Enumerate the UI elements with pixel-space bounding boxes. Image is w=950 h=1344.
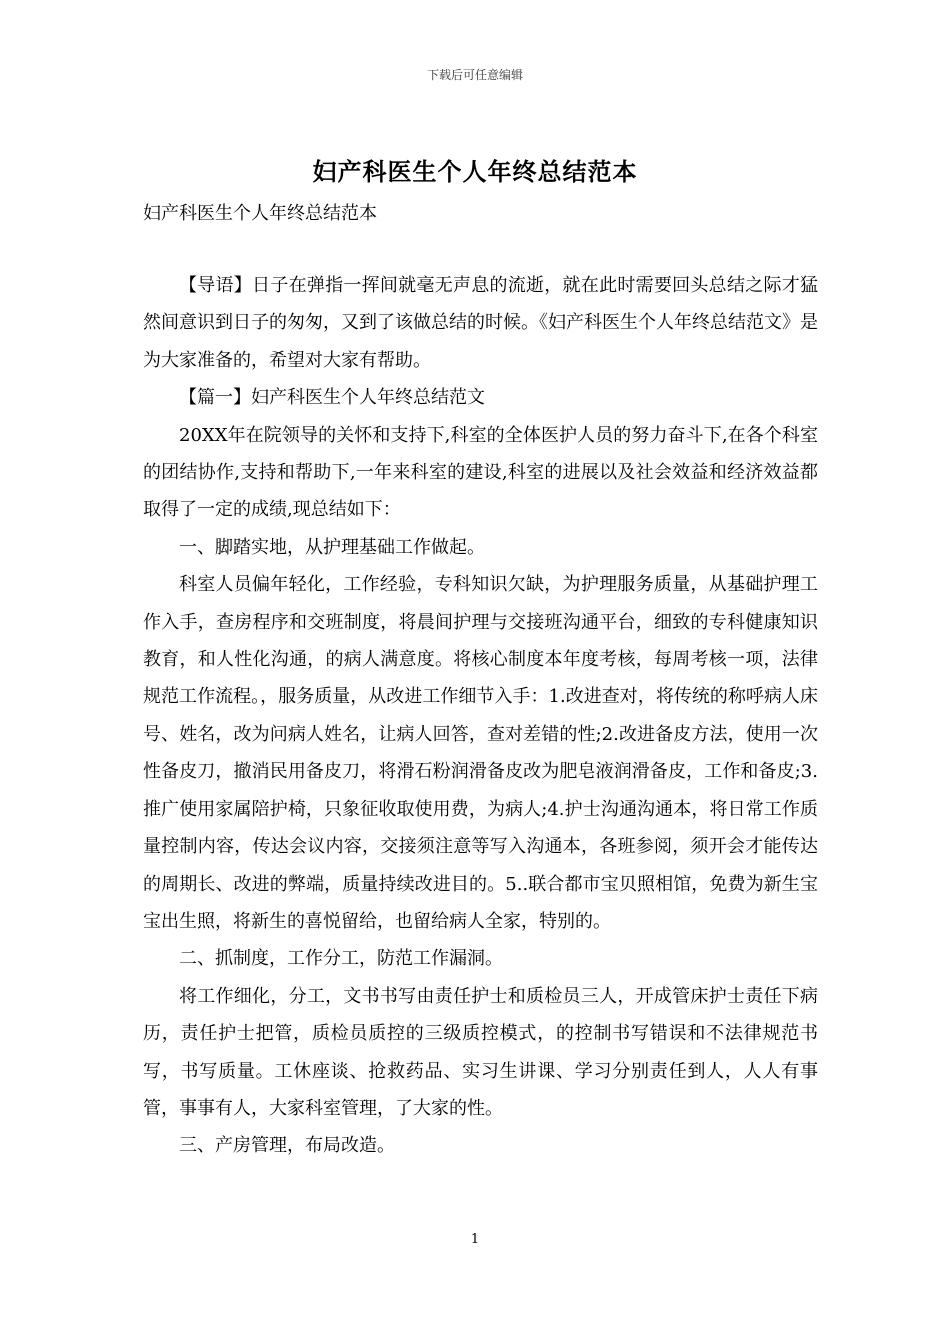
document-subtitle: 妇产科医生个人年终总结范本 [143,203,377,224]
paragraph-content-1: 科室人员偏年轻化，工作经验，专科知识欠缺，为护理服务质量，从基础护理工作入手，查房程序和交班制度，将晨间护理与交接班沟通平台，细致的专科健康知识教育，和人性化沟通，的病人满意度。将核心制度本年度考核，每周考核一项，法律规范工作流程。，服务质量，从改进工作细节入手：1.改进查对，将传统的称呼病人床号、姓名，改为问病人姓名，让病人回答，查对差错的性;2.改进备皮方法，使用一次性备皮刀，撤消民用备皮刀，将滑石粉润滑备皮改为肥皂液润滑备皮，工作和备皮;3.推广使用家属陪护椅，只象征收取使用费，为病人;4.护士沟通沟通本，将日常工作质量控制内容，传达会议内容，交接须注意等写入沟通本，各班参阅，须开会才能传达的周期长、改进的弊端，质量持续改进目的。5..联合都市宝贝照相馆，免费为新生宝宝出生照，将新生的喜悦留给，也留给病人全家，特别的。 [143,574,818,932]
paragraph-intro: 【导语】日子在弹指一挥间就毫无声息的流逝，就在此时需要回头总结之际才猛然间意识到日子的匆匆，又到了该做总结的时候。《妇产科医生个人年终总结范文》是为大家准备的，希望对大家有帮助。 [143,275,818,371]
paragraph-heading-1: 一、脚踏实地，从护理基础工作做起。 [179,536,485,558]
page-number: 1 [470,1232,480,1247]
paragraph-heading-2: 二、抓制度，工作分工，防范工作漏洞。 [179,948,503,970]
paragraph-overview: 20XX年在院领导的关怀和支持下,科室的全体医护人员的努力奋斗下,在各个科室的团结协作,支持和帮助下,一年来科室的建设,科室的进展以及社会效益和经济效益都取得了一定的成绩,现总结如下： [143,424,818,521]
document-body [143,267,818,1165]
paragraph-heading-3: 三、产房管理，布局改造。 [179,1135,395,1157]
document-title: 妇产科医生个人年终总结范本 [312,157,638,186]
header-note: 下载后可任意编辑 [426,68,523,82]
paragraph-content-2: 将工作细化，分工，文书书写由责任护士和质检员三人，开成管床护士责任下病历，责任护士把管，质检员质控的三级质控模式，的控制书写错误和不法律规范书写，书写质量。工休座谈、抢救药品、实习生讲课、学习分别责任到人，人人有事管，事事有人，大家科室管理，了大家的性。 [143,985,818,1119]
paragraph-section-heading: 【篇一】妇产科医生个人年终总结范文 [179,387,485,409]
